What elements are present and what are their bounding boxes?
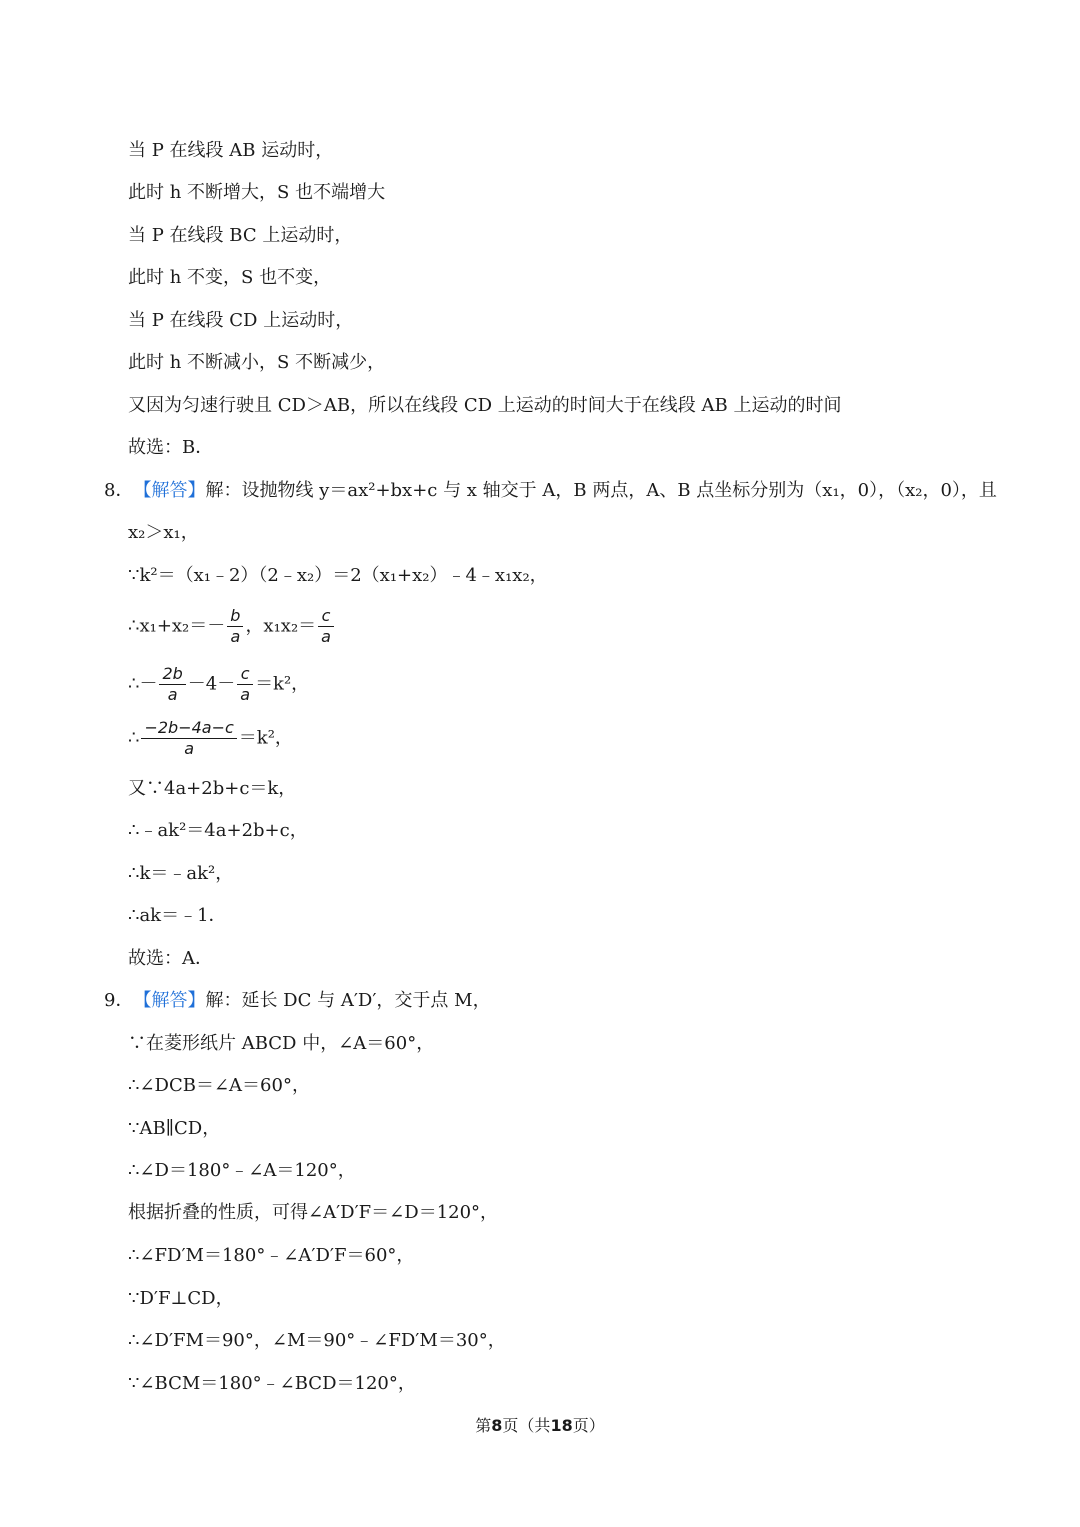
q8-line-5 [128,664,309,705]
q8-l4-mid: ，x₁x₂＝ [245,615,317,637]
fraction [318,606,334,647]
q8-answer: 故选：A． [128,948,213,969]
q9-line-9: ∴∠D′FM＝90°，∠M＝90°﹣∠FD′M＝30°， [128,1330,506,1351]
q7-line-7: 又因为匀速行驶且 CD＞AB，所以在线段 CD 上运动的时间大于在线段 AB 上运动的时间 [128,395,842,416]
q7-line-4: 此时 h 不变，S 也不变， [128,267,332,288]
fraction-denominator: a [159,684,185,705]
q9-text-1: 解：延长 DC 与 A′D′，交于点 M， [205,990,491,1011]
q9-line-4: ∵AB∥CD， [128,1118,221,1139]
q8-line-8: ∴﹣ak²＝4a+2b+c， [128,820,308,841]
fraction [227,606,243,647]
fraction-denominator: a [141,738,236,759]
q9-line-10: ∵∠BCM＝180°﹣∠BCD＝120°， [128,1373,416,1394]
footer-mid: 页（共 [502,1416,551,1435]
q9-answer-tag: 【解答】 [133,990,206,1011]
fraction-numerator: b [230,606,241,625]
footer-prefix: 第 [475,1416,492,1435]
q9-line-7: ∴∠FD′M＝180°﹣∠A′D′F＝60°， [128,1245,415,1266]
q9-line-8: ∵D′F⊥CD， [128,1288,234,1309]
q8-line-9: ∴k＝﹣ak²， [128,863,234,884]
q8-line-3: ∵k²＝（x₁﹣2）（2﹣x₂）＝2（x₁+x₂）﹣4﹣x₁x₂， [128,565,548,586]
q8-line-4 [128,606,336,647]
q9-line-5: ∴∠D＝180°﹣∠A＝120°， [128,1160,356,1181]
q7-line-5: 当 P 在线段 CD 上运动时， [128,310,354,331]
fraction [237,664,253,705]
q7-answer: 故选：B． [128,437,214,458]
q9-line-6: 根据折叠的性质，可得∠A′D′F＝∠D＝120°， [128,1202,499,1223]
q8-answer-tag: 【解答】 [133,480,206,501]
q9-line-1 [104,988,491,1014]
q8-line-2: x₂＞x₁， [128,522,199,543]
q7-line-3: 当 P 在线段 BC 上运动时， [128,225,353,246]
q8-number: 8． [104,480,134,501]
fraction-numerator: −2b−4a−c [144,718,234,737]
q8-l6-suffix: ＝k²， [238,727,293,749]
q8-l5-mid: －4－ [187,673,236,695]
q9-line-3: ∴∠DCB＝∠A＝60°， [128,1075,310,1096]
q8-l5-prefix: ∴－ [128,673,158,695]
footer-suffix: 页） [572,1416,605,1435]
fraction-numerator: 2b [162,664,183,683]
fraction-denominator: a [318,626,334,647]
q8-l6-prefix: ∴ [128,727,140,749]
footer-page-number: 8 [491,1416,503,1435]
footer-total-pages: 18 [550,1416,573,1435]
fraction-denominator: a [227,626,243,647]
q8-l4-prefix: ∴x₁+x₂＝－ [128,615,226,637]
q7-line-2: 此时 h 不断增大，S 也不端增大 [128,182,386,203]
fraction-denominator: a [237,684,253,705]
page-footer [0,1413,1080,1436]
fraction-numerator: c [321,606,331,625]
q8-line-1 [104,478,997,504]
q8-text-1: 解：设抛物线 y＝ax²+bx+c 与 x 轴交于 A，B 两点，A、B 点坐标分别为（x₁，0），（x₂，0），且 [205,480,997,501]
q7-line-1: 当 P 在线段 AB 运动时， [128,140,334,161]
q9-number: 9． [104,990,134,1011]
q9-line-2: ∵在菱形纸片 ABCD 中，∠A＝60°， [128,1033,435,1054]
q8-line-7: 又∵4a+2b+c＝k， [128,778,297,799]
q8-line-10: ∴ak＝﹣1． [128,905,227,926]
q8-line-6 [128,718,293,759]
fraction [141,718,236,759]
q8-l5-suffix: ＝k²， [255,673,310,695]
fraction [159,664,185,705]
fraction-numerator: c [240,664,250,683]
q7-line-6: 此时 h 不断减小，S 不断减少， [128,352,386,373]
